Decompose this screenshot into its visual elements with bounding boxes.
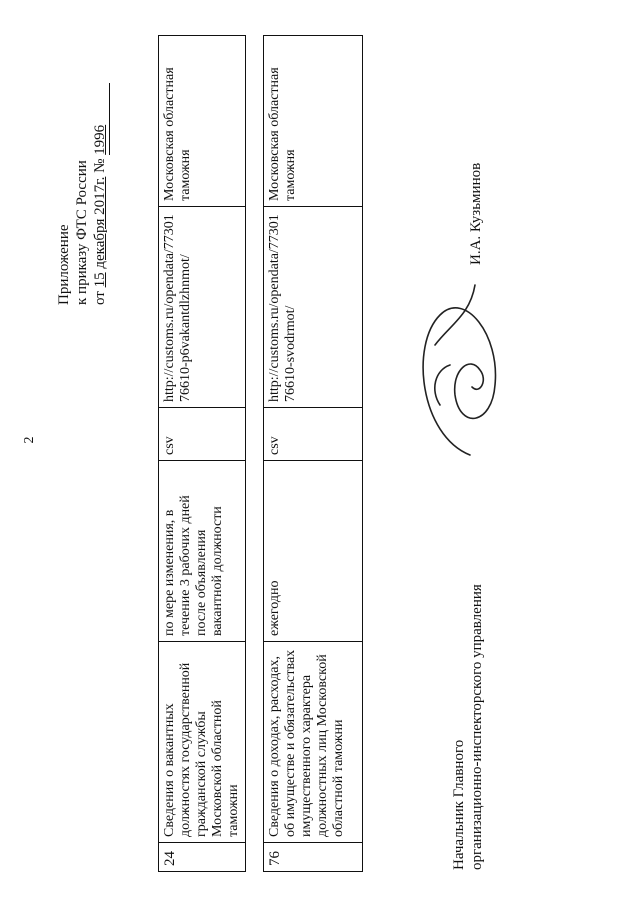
dataset-name: Сведения о вакантных должностях государственной гражданской службы Московской областной таможни [159, 642, 246, 843]
appendix-title: Приложение [56, 224, 72, 305]
appendix-order-ref: к приказу ФТС России [74, 160, 90, 305]
update-frequency: ежегодно [264, 461, 363, 642]
responsible-organization: Московская областная таможня [159, 36, 246, 207]
appendix-number-label: № [92, 158, 108, 173]
appendix-from-label: от [92, 291, 108, 305]
row-number: 76 [264, 843, 363, 872]
table-row [264, 36, 363, 872]
signer-name: И.А. Кузьминов [468, 162, 484, 265]
signer-title-line-2: организационно-инспекторского управления [469, 584, 485, 870]
dataset-table-1 [158, 35, 246, 872]
dataset-link: http://customs.ru/opendata/7730176610-p6vakantdlzhnmot/ [159, 207, 246, 408]
data-format: csv [264, 408, 363, 461]
appendix-day: 15 [92, 272, 108, 288]
appendix-number: 1996 [91, 83, 110, 155]
handwritten-signature [400, 275, 510, 465]
appendix-date-line [91, 35, 110, 305]
responsible-organization: Московская областная таможня [264, 36, 363, 207]
appendix-header [55, 35, 110, 305]
appendix-month-year: декабря 2017г. [92, 176, 108, 269]
data-format: csv [159, 408, 246, 461]
table-row [159, 36, 246, 872]
row-number: 24 [159, 843, 246, 872]
signer-title-line-1: Начальник Главного [451, 739, 467, 870]
page-number: 2 [22, 436, 37, 444]
update-frequency: по мере изменения, в течение 3 рабочих дней после объявления вакантной должности [159, 461, 246, 642]
dataset-table-2 [263, 35, 363, 872]
dataset-link: http://customs.ru/opendata/7730176610-svodrmot/ [264, 207, 363, 408]
dataset-name: Сведения о доходах, расходах, об имуществе и обязательствах имущественного характера должностных лиц Московской областной таможни [264, 642, 363, 843]
